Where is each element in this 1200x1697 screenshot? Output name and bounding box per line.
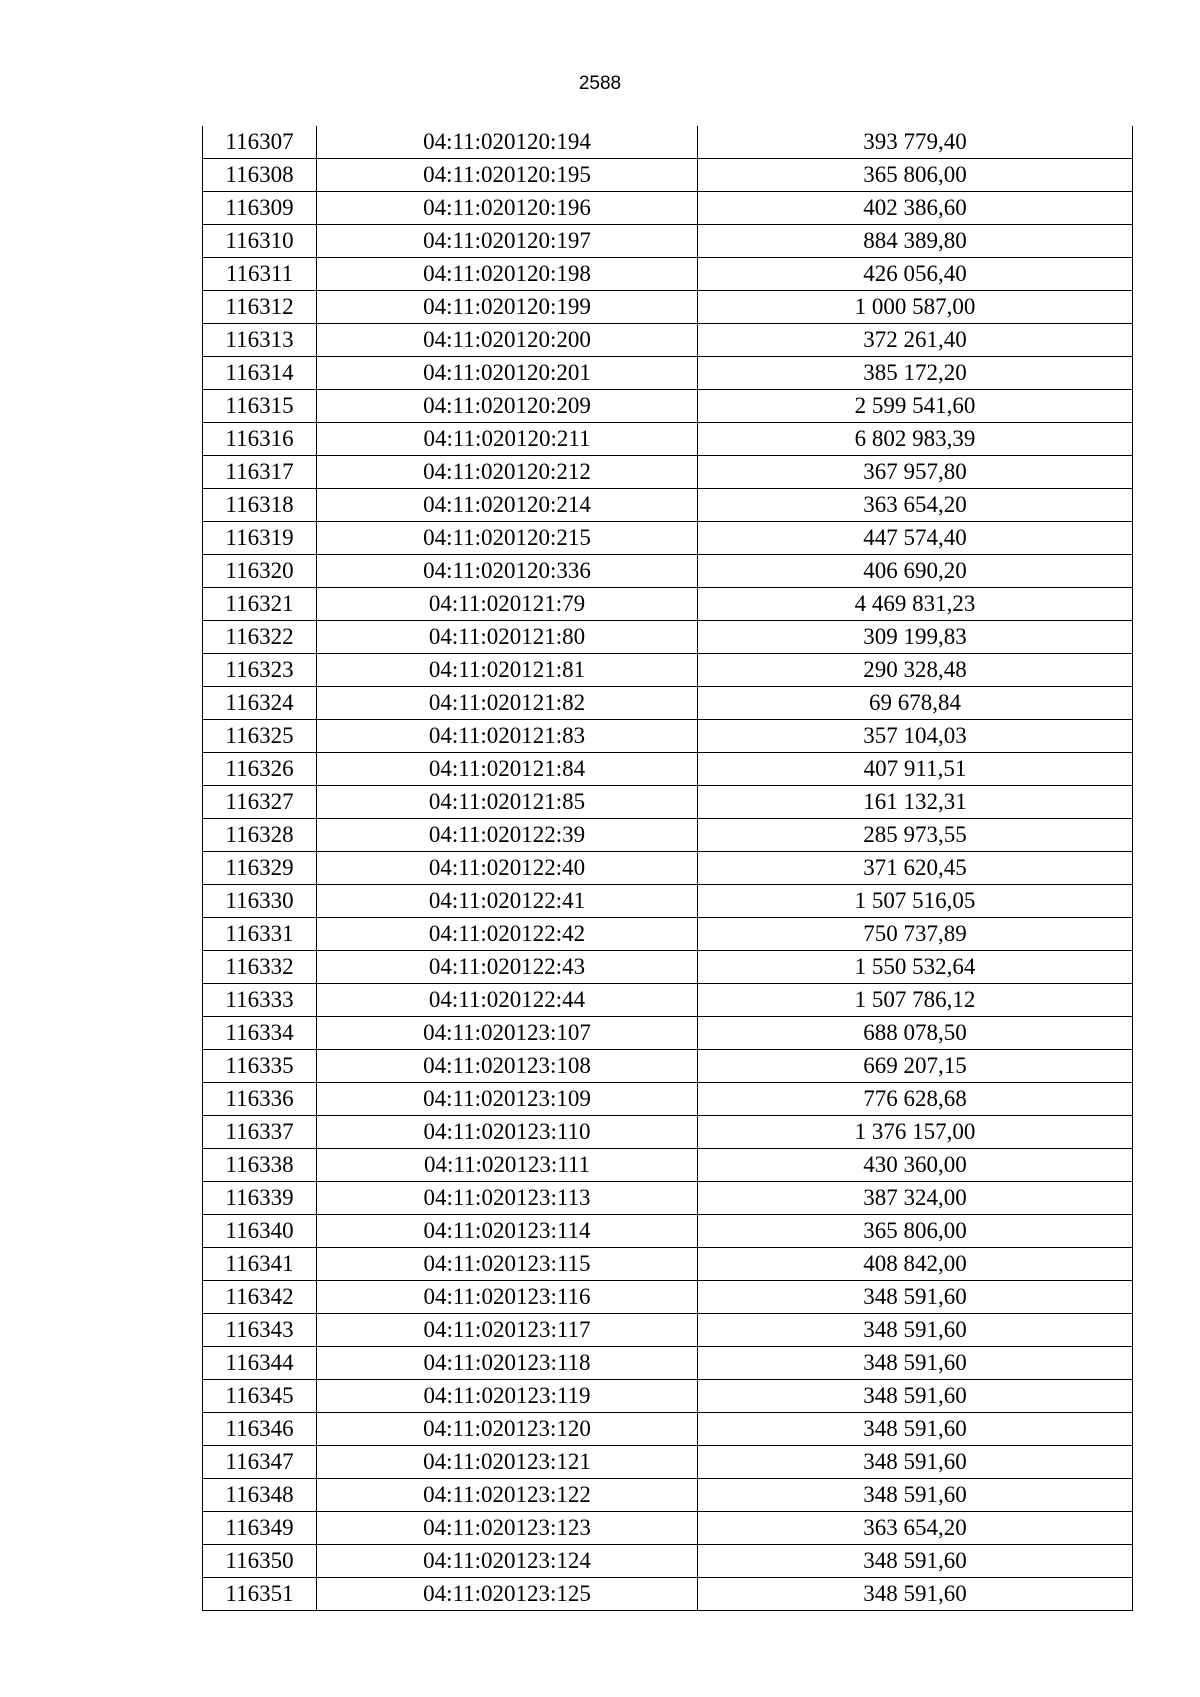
cadastral-number-cell: 04:11:020123:125 <box>317 1578 698 1611</box>
row-number-cell: 116308 <box>203 159 317 192</box>
cadastral-number-cell: 04:11:020123:111 <box>317 1149 698 1182</box>
row-number-cell: 116334 <box>203 1017 317 1050</box>
row-number-cell: 116319 <box>203 522 317 555</box>
row-number-cell: 116312 <box>203 291 317 324</box>
table-row <box>203 1017 1133 1050</box>
table-row <box>203 1446 1133 1479</box>
value-cell: 776 628,68 <box>698 1083 1133 1116</box>
value-cell: 408 842,00 <box>698 1248 1133 1281</box>
table-row <box>203 1479 1133 1512</box>
cadastral-number-cell: 04:11:020122:41 <box>317 885 698 918</box>
cadastral-number-cell: 04:11:020120:197 <box>317 225 698 258</box>
table-row <box>203 1215 1133 1248</box>
cadastral-number-cell: 04:11:020123:119 <box>317 1380 698 1413</box>
value-cell: 750 737,89 <box>698 918 1133 951</box>
table-row <box>203 291 1133 324</box>
row-number-cell: 116328 <box>203 819 317 852</box>
table-row <box>203 1083 1133 1116</box>
value-cell: 348 591,60 <box>698 1413 1133 1446</box>
cadastral-number-cell: 04:11:020123:120 <box>317 1413 698 1446</box>
value-cell: 69 678,84 <box>698 687 1133 720</box>
value-cell: 161 132,31 <box>698 786 1133 819</box>
cadastral-number-cell: 04:11:020123:118 <box>317 1347 698 1380</box>
cadastral-number-cell: 04:11:020122:39 <box>317 819 698 852</box>
value-cell: 669 207,15 <box>698 1050 1133 1083</box>
table-row <box>203 258 1133 291</box>
row-number-cell: 116310 <box>203 225 317 258</box>
row-number-cell: 116325 <box>203 720 317 753</box>
cadastral-number-cell: 04:11:020120:199 <box>317 291 698 324</box>
cadastral-number-cell: 04:11:020120:196 <box>317 192 698 225</box>
value-cell: 447 574,40 <box>698 522 1133 555</box>
value-cell: 688 078,50 <box>698 1017 1133 1050</box>
value-cell: 372 261,40 <box>698 324 1133 357</box>
table-row <box>203 1413 1133 1446</box>
value-cell: 387 324,00 <box>698 1182 1133 1215</box>
value-cell: 365 806,00 <box>698 1215 1133 1248</box>
value-cell: 348 591,60 <box>698 1545 1133 1578</box>
row-number-cell: 116346 <box>203 1413 317 1446</box>
row-number-cell: 116314 <box>203 357 317 390</box>
cadastral-number-cell: 04:11:020121:80 <box>317 621 698 654</box>
value-cell: 6 802 983,39 <box>698 423 1133 456</box>
row-number-cell: 116340 <box>203 1215 317 1248</box>
row-number-cell: 116343 <box>203 1314 317 1347</box>
row-number-cell: 116311 <box>203 258 317 291</box>
value-cell: 1 376 157,00 <box>698 1116 1133 1149</box>
cadastral-number-cell: 04:11:020121:81 <box>317 654 698 687</box>
value-cell: 385 172,20 <box>698 357 1133 390</box>
row-number-cell: 116350 <box>203 1545 317 1578</box>
cadastral-number-cell: 04:11:020121:83 <box>317 720 698 753</box>
value-cell: 371 620,45 <box>698 852 1133 885</box>
table-body <box>203 126 1133 1611</box>
page-number: 2588 <box>578 73 622 94</box>
table-row <box>203 654 1133 687</box>
table-row <box>203 753 1133 786</box>
table-row <box>203 1050 1133 1083</box>
value-cell: 4 469 831,23 <box>698 588 1133 621</box>
cadastral-number-cell: 04:11:020120:194 <box>317 126 698 159</box>
value-cell: 348 591,60 <box>698 1479 1133 1512</box>
cadastral-number-cell: 04:11:020122:40 <box>317 852 698 885</box>
table-row <box>203 159 1133 192</box>
table-row <box>203 1512 1133 1545</box>
table-row <box>203 1281 1133 1314</box>
row-number-cell: 116320 <box>203 555 317 588</box>
value-cell: 367 957,80 <box>698 456 1133 489</box>
table-row <box>203 951 1133 984</box>
value-cell: 363 654,20 <box>698 489 1133 522</box>
cadastral-number-cell: 04:11:020120:198 <box>317 258 698 291</box>
row-number-cell: 116321 <box>203 588 317 621</box>
value-cell: 348 591,60 <box>698 1446 1133 1479</box>
row-number-cell: 116339 <box>203 1182 317 1215</box>
value-cell: 1 507 516,05 <box>698 885 1133 918</box>
value-cell: 1 507 786,12 <box>698 984 1133 1017</box>
value-cell: 1 000 587,00 <box>698 291 1133 324</box>
row-number-cell: 116309 <box>203 192 317 225</box>
value-cell: 430 360,00 <box>698 1149 1133 1182</box>
row-number-cell: 116327 <box>203 786 317 819</box>
row-number-cell: 116322 <box>203 621 317 654</box>
row-number-cell: 116336 <box>203 1083 317 1116</box>
value-cell: 348 591,60 <box>698 1380 1133 1413</box>
table-row <box>203 1347 1133 1380</box>
table-row <box>203 1149 1133 1182</box>
table-row <box>203 324 1133 357</box>
cadastral-number-cell: 04:11:020121:85 <box>317 786 698 819</box>
row-number-cell: 116326 <box>203 753 317 786</box>
table-row <box>203 1248 1133 1281</box>
row-number-cell: 116324 <box>203 687 317 720</box>
table-row <box>203 588 1133 621</box>
cadastral-number-cell: 04:11:020121:84 <box>317 753 698 786</box>
value-cell: 290 328,48 <box>698 654 1133 687</box>
cadastral-number-cell: 04:11:020123:116 <box>317 1281 698 1314</box>
table-row <box>203 1578 1133 1611</box>
table-row <box>203 852 1133 885</box>
cadastral-number-cell: 04:11:020123:122 <box>317 1479 698 1512</box>
cadastral-number-cell: 04:11:020122:42 <box>317 918 698 951</box>
value-cell: 357 104,03 <box>698 720 1133 753</box>
table-row <box>203 555 1133 588</box>
cadastral-number-cell: 04:11:020123:123 <box>317 1512 698 1545</box>
row-number-cell: 116345 <box>203 1380 317 1413</box>
value-cell: 365 806,00 <box>698 159 1133 192</box>
row-number-cell: 116332 <box>203 951 317 984</box>
cadastral-number-cell: 04:11:020123:110 <box>317 1116 698 1149</box>
row-number-cell: 116323 <box>203 654 317 687</box>
cadastral-number-cell: 04:11:020120:215 <box>317 522 698 555</box>
row-number-cell: 116317 <box>203 456 317 489</box>
cadastral-number-cell: 04:11:020123:117 <box>317 1314 698 1347</box>
cadastral-number-cell: 04:11:020121:79 <box>317 588 698 621</box>
row-number-cell: 116349 <box>203 1512 317 1545</box>
value-cell: 285 973,55 <box>698 819 1133 852</box>
row-number-cell: 116338 <box>203 1149 317 1182</box>
table-row <box>203 1182 1133 1215</box>
row-number-cell: 116316 <box>203 423 317 456</box>
table-row <box>203 225 1133 258</box>
cadastral-number-cell: 04:11:020122:43 <box>317 951 698 984</box>
table-row <box>203 522 1133 555</box>
table-row <box>203 1116 1133 1149</box>
cadastral-number-cell: 04:11:020120:214 <box>317 489 698 522</box>
cadastral-number-cell: 04:11:020121:82 <box>317 687 698 720</box>
row-number-cell: 116330 <box>203 885 317 918</box>
table-row <box>203 192 1133 225</box>
table-row <box>203 357 1133 390</box>
row-number-cell: 116341 <box>203 1248 317 1281</box>
row-number-cell: 116315 <box>203 390 317 423</box>
cadastral-number-cell: 04:11:020120:211 <box>317 423 698 456</box>
row-number-cell: 116347 <box>203 1446 317 1479</box>
value-cell: 348 591,60 <box>698 1281 1133 1314</box>
value-cell: 402 386,60 <box>698 192 1133 225</box>
cadastral-value-table <box>202 126 1133 1611</box>
row-number-cell: 116333 <box>203 984 317 1017</box>
value-cell: 363 654,20 <box>698 1512 1133 1545</box>
value-cell: 309 199,83 <box>698 621 1133 654</box>
value-cell: 348 591,60 <box>698 1314 1133 1347</box>
cadastral-number-cell: 04:11:020120:209 <box>317 390 698 423</box>
row-number-cell: 116344 <box>203 1347 317 1380</box>
table-row <box>203 918 1133 951</box>
table-row <box>203 489 1133 522</box>
cadastral-number-cell: 04:11:020123:107 <box>317 1017 698 1050</box>
value-cell: 426 056,40 <box>698 258 1133 291</box>
table-row <box>203 984 1133 1017</box>
table-row <box>203 720 1133 753</box>
table-row <box>203 456 1133 489</box>
value-cell: 348 591,60 <box>698 1347 1133 1380</box>
table-row <box>203 390 1133 423</box>
cadastral-number-cell: 04:11:020123:114 <box>317 1215 698 1248</box>
cadastral-number-cell: 04:11:020122:44 <box>317 984 698 1017</box>
table-row <box>203 1380 1133 1413</box>
value-cell: 406 690,20 <box>698 555 1133 588</box>
cadastral-number-cell: 04:11:020120:201 <box>317 357 698 390</box>
table-row <box>203 423 1133 456</box>
value-cell: 1 550 532,64 <box>698 951 1133 984</box>
cadastral-number-cell: 04:11:020123:113 <box>317 1182 698 1215</box>
row-number-cell: 116318 <box>203 489 317 522</box>
value-cell: 348 591,60 <box>698 1578 1133 1611</box>
row-number-cell: 116307 <box>203 126 317 159</box>
value-cell: 393 779,40 <box>698 126 1133 159</box>
value-cell: 884 389,80 <box>698 225 1133 258</box>
row-number-cell: 116342 <box>203 1281 317 1314</box>
table-row <box>203 621 1133 654</box>
cadastral-number-cell: 04:11:020120:336 <box>317 555 698 588</box>
value-cell: 2 599 541,60 <box>698 390 1133 423</box>
cadastral-number-cell: 04:11:020123:124 <box>317 1545 698 1578</box>
cadastral-number-cell: 04:11:020120:212 <box>317 456 698 489</box>
table-row <box>203 819 1133 852</box>
table-row <box>203 126 1133 159</box>
cadastral-number-cell: 04:11:020123:115 <box>317 1248 698 1281</box>
table-row <box>203 885 1133 918</box>
cadastral-number-cell: 04:11:020123:121 <box>317 1446 698 1479</box>
cadastral-number-cell: 04:11:020120:200 <box>317 324 698 357</box>
value-cell: 407 911,51 <box>698 753 1133 786</box>
cadastral-number-cell: 04:11:020123:109 <box>317 1083 698 1116</box>
table-row <box>203 687 1133 720</box>
table-row <box>203 786 1133 819</box>
row-number-cell: 116313 <box>203 324 317 357</box>
table-row <box>203 1545 1133 1578</box>
row-number-cell: 116348 <box>203 1479 317 1512</box>
cadastral-number-cell: 04:11:020123:108 <box>317 1050 698 1083</box>
table-row <box>203 1314 1133 1347</box>
row-number-cell: 116351 <box>203 1578 317 1611</box>
row-number-cell: 116329 <box>203 852 317 885</box>
data-table <box>202 126 1133 1611</box>
row-number-cell: 116335 <box>203 1050 317 1083</box>
row-number-cell: 116331 <box>203 918 317 951</box>
row-number-cell: 116337 <box>203 1116 317 1149</box>
cadastral-number-cell: 04:11:020120:195 <box>317 159 698 192</box>
